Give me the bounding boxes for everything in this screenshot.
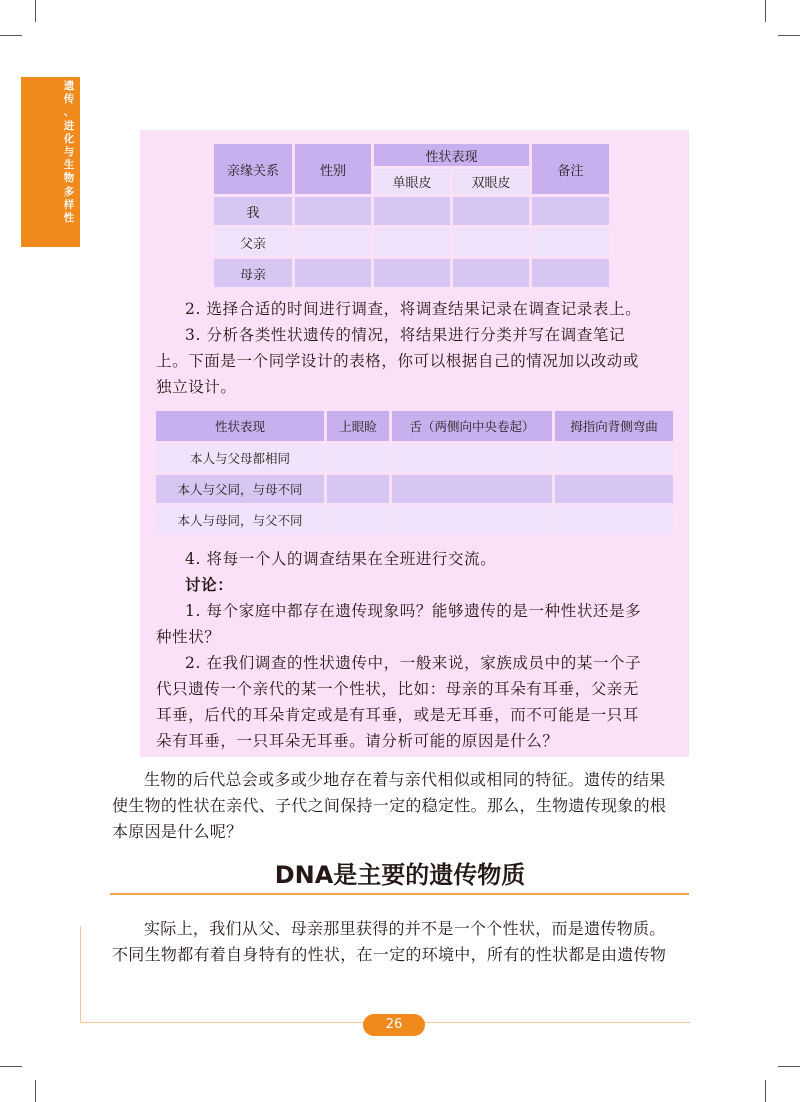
empty-cell [374,259,450,287]
question-2-line: 耳垂，后代的耳朵肯定或是有耳垂，或是无耳垂，而不可能是一只耳 [156,706,640,724]
trait-comparison-table [153,408,676,537]
header-relation: 亲缘关系 [214,144,292,194]
empty-cell [327,506,389,534]
row-label: 本人与父同，与母不同 [156,475,324,503]
crop-mark [765,1080,766,1102]
header-trait: 性状表现 [156,411,324,441]
body-paragraph-line: 生物的后代总会或多或少地存在着与亲代相似或相同的特征。遗传的结果 [144,770,666,789]
step-3-line: 3. 分析各类性状遗传的情况，将结果进行分类并写在调查笔记 [185,326,626,344]
empty-cell [555,475,673,503]
crop-mark [778,1066,800,1067]
question-1-line: 1. 每个家庭中都存在遗传现象吗？能够遗传的是一种性状还是多 [185,602,642,620]
survey-record-table [211,141,612,290]
empty-cell [453,259,529,287]
header-single-eyelid: 单眼皮 [374,169,450,194]
step-3-line: 独立设计。 [156,378,237,396]
chapter-tab-label: 遗 传 、 进 化 与 生 物 多 样 性 [63,80,75,225]
row-label: 本人与母同，与父不同 [156,506,324,534]
question-1-line: 种性状？ [156,628,221,646]
page-number: 26 [363,1014,425,1036]
empty-cell [374,197,450,225]
empty-cell [295,228,371,256]
empty-cell [453,228,529,256]
discussion-label: 讨论： [185,576,234,594]
empty-cell [532,259,609,287]
empty-cell [295,197,371,225]
section-title-underline [110,893,689,895]
empty-cell [392,506,552,534]
body-paragraph-line: 实际上，我们从父、母亲那里获得的并不是一个个性状，而是遗传物质。 [144,919,666,938]
body-paragraph-line: 不同生物都有着自身特有的性状，在一定的环境中，所有的性状都是由遗传物 [112,945,667,964]
crop-mark [35,1080,36,1102]
header-eyelid: 上眼睑 [327,411,389,441]
header-trait: 性状表现 [374,144,529,166]
question-2-line: 2. 在我们调查的性状遗传中，一般来说，家族成员中的某一个子 [185,654,642,672]
body-paragraph-line: 本原因是什么呢？ [112,822,243,841]
empty-cell [392,444,552,472]
header-thumb: 拇指向背侧弯曲 [555,411,673,441]
row-label: 本人与父母都相同 [156,444,324,472]
empty-cell [295,259,371,287]
empty-cell [327,475,389,503]
header-double-eyelid: 双眼皮 [453,169,529,194]
empty-cell [532,228,609,256]
crop-mark [778,35,800,36]
step-4: 4. 将每一个人的调查结果在全班进行交流。 [185,550,497,568]
empty-cell [555,444,673,472]
empty-cell [453,197,529,225]
step-2: 2. 选择合适的时间进行调查，将调查结果记录在调查记录表上。 [185,300,642,318]
step-3-line: 上。下面是一个同学设计的表格，你可以根据自己的情况加以改动或 [156,352,640,370]
crop-mark [765,0,766,22]
header-note: 备注 [532,144,609,194]
row-label: 父亲 [214,228,292,256]
header-tongue: 舌（两侧向中央卷起） [392,411,552,441]
question-2-line: 朵有耳垂，一只耳朵无耳垂。请分析可能的原因是什么？ [156,732,559,750]
crop-mark [35,0,36,22]
empty-cell [374,228,450,256]
footer-rule [80,926,81,1022]
row-label: 母亲 [214,259,292,287]
empty-cell [392,475,552,503]
empty-cell [555,506,673,534]
body-paragraph-line: 使生物的性状在亲代、子代之间保持一定的稳定性。那么，生物遗传现象的根 [112,796,667,815]
question-2-line: 代只遗传一个亲代的某一个性状，比如：母亲的耳朵有耳垂，父亲无 [156,680,640,698]
crop-mark [0,35,22,36]
crop-mark [0,1066,22,1067]
header-sex: 性别 [295,144,371,194]
empty-cell [532,197,609,225]
empty-cell [327,444,389,472]
section-title: DNA是主要的遗传物质 [274,861,526,889]
row-label: 我 [214,197,292,225]
